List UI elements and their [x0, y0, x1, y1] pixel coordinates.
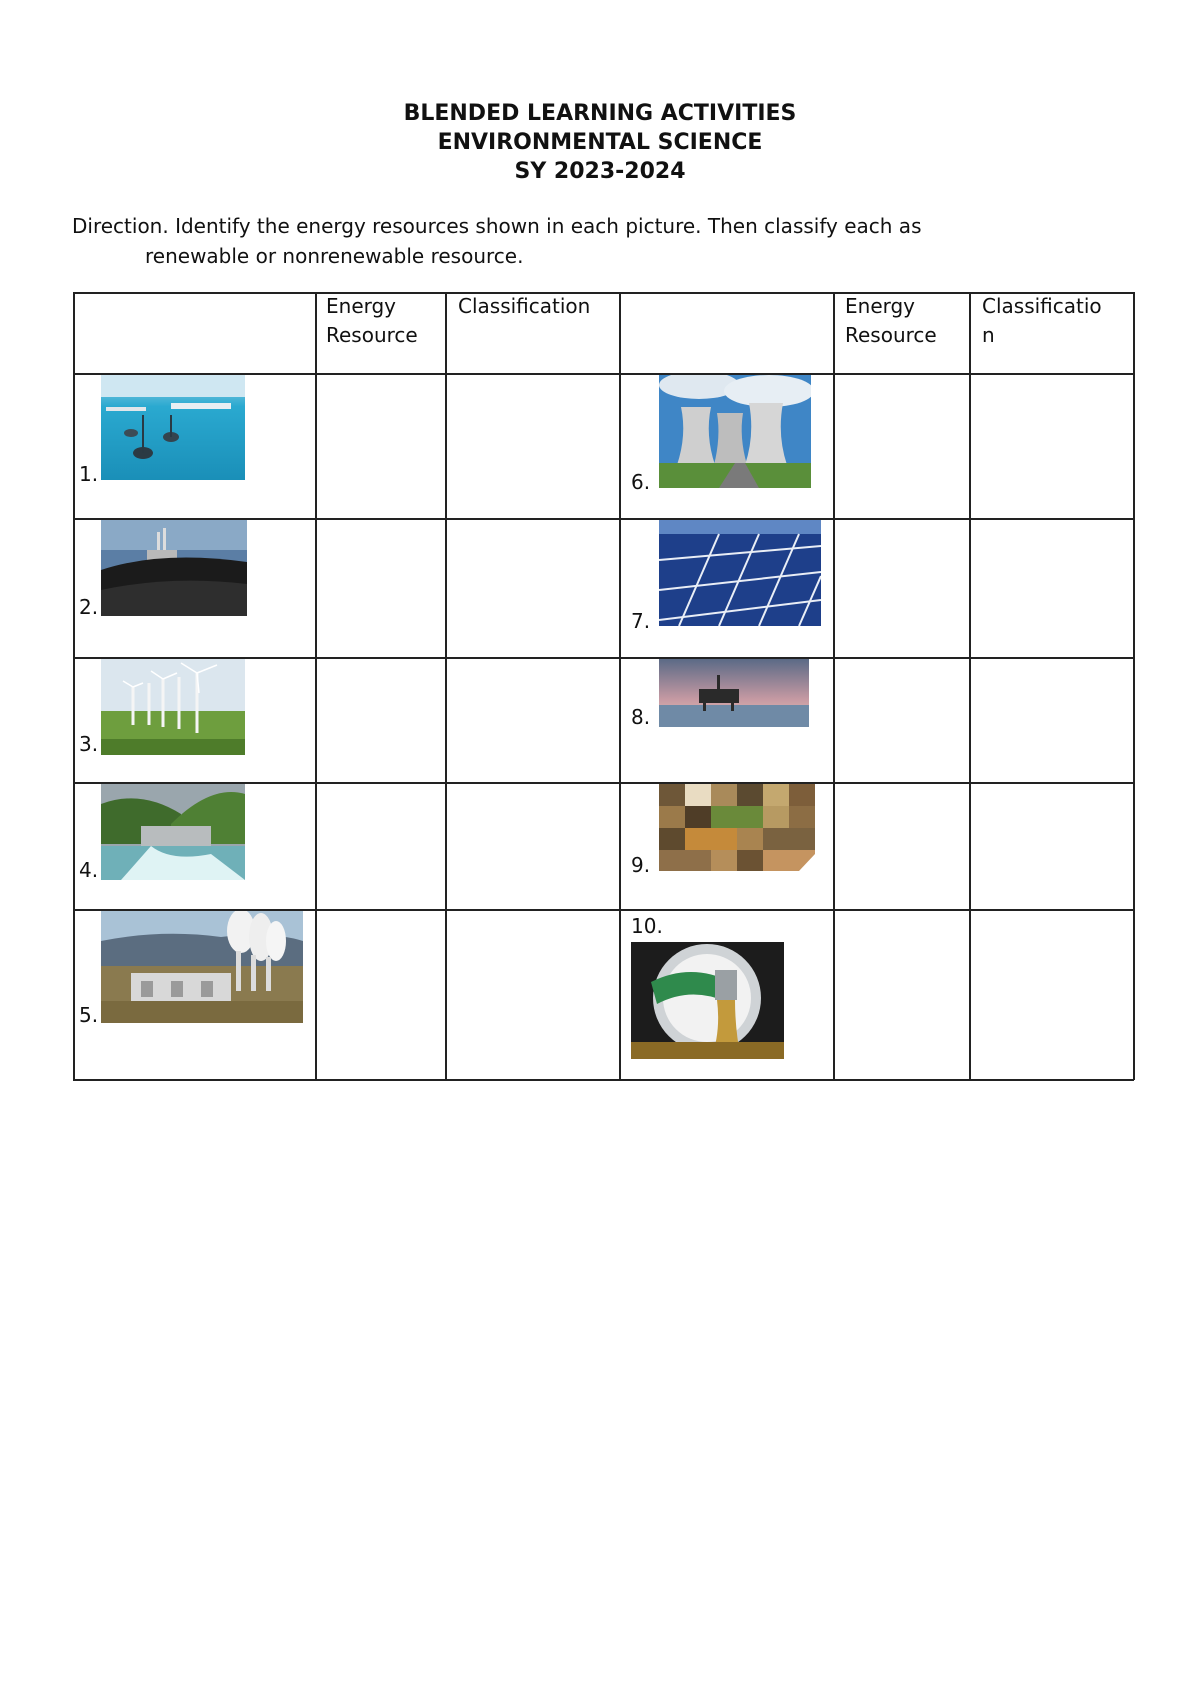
item-number-5: 5. [79, 1003, 99, 1027]
worksheet-table [73, 292, 1134, 1080]
direction-line-2: renewable or nonrenewable resource. [145, 244, 524, 268]
title-line-2: ENVIRONMENTAL SCIENCE [437, 130, 763, 155]
header-classification-right: Classificatio n [982, 294, 1102, 347]
header-energy-resource-right: Energy Resource [845, 294, 937, 347]
title-line-3: SY 2023-2024 [514, 159, 686, 184]
item-number-4: 4. [79, 858, 99, 882]
title-line-1: BLENDED LEARNING ACTIVITIES [403, 101, 797, 126]
item-number-6: 6. [631, 470, 651, 494]
item-number-8: 8. [631, 705, 651, 729]
item-number-2: 2. [79, 595, 99, 619]
item-number-9: 9. [631, 853, 651, 877]
nuclear-cooling-towers-image [659, 375, 811, 488]
tidal-turbines-image [101, 375, 245, 480]
item-number-3: 3. [79, 732, 99, 756]
header-energy-resource-left: Energy Resource [326, 294, 418, 347]
offshore-oil-rig-image [659, 659, 809, 727]
hydroelectric-dam-image [101, 784, 245, 880]
fuel-pump-nozzle-image [631, 942, 784, 1059]
coal-pile-image [101, 520, 247, 616]
wind-turbines-image [101, 659, 245, 755]
geothermal-plant-image [101, 911, 303, 1023]
item-number-10: 10. [631, 914, 663, 938]
header-classification-left: Classification [458, 294, 591, 318]
direction-line-1: Direction. Identify the energy resources shown in each picture. Then classify each as [72, 214, 922, 238]
item-number-7: 7. [631, 609, 651, 633]
item-number-1: 1. [79, 462, 99, 486]
biomass-collage-image [659, 784, 815, 871]
solar-panels-image [659, 520, 821, 626]
